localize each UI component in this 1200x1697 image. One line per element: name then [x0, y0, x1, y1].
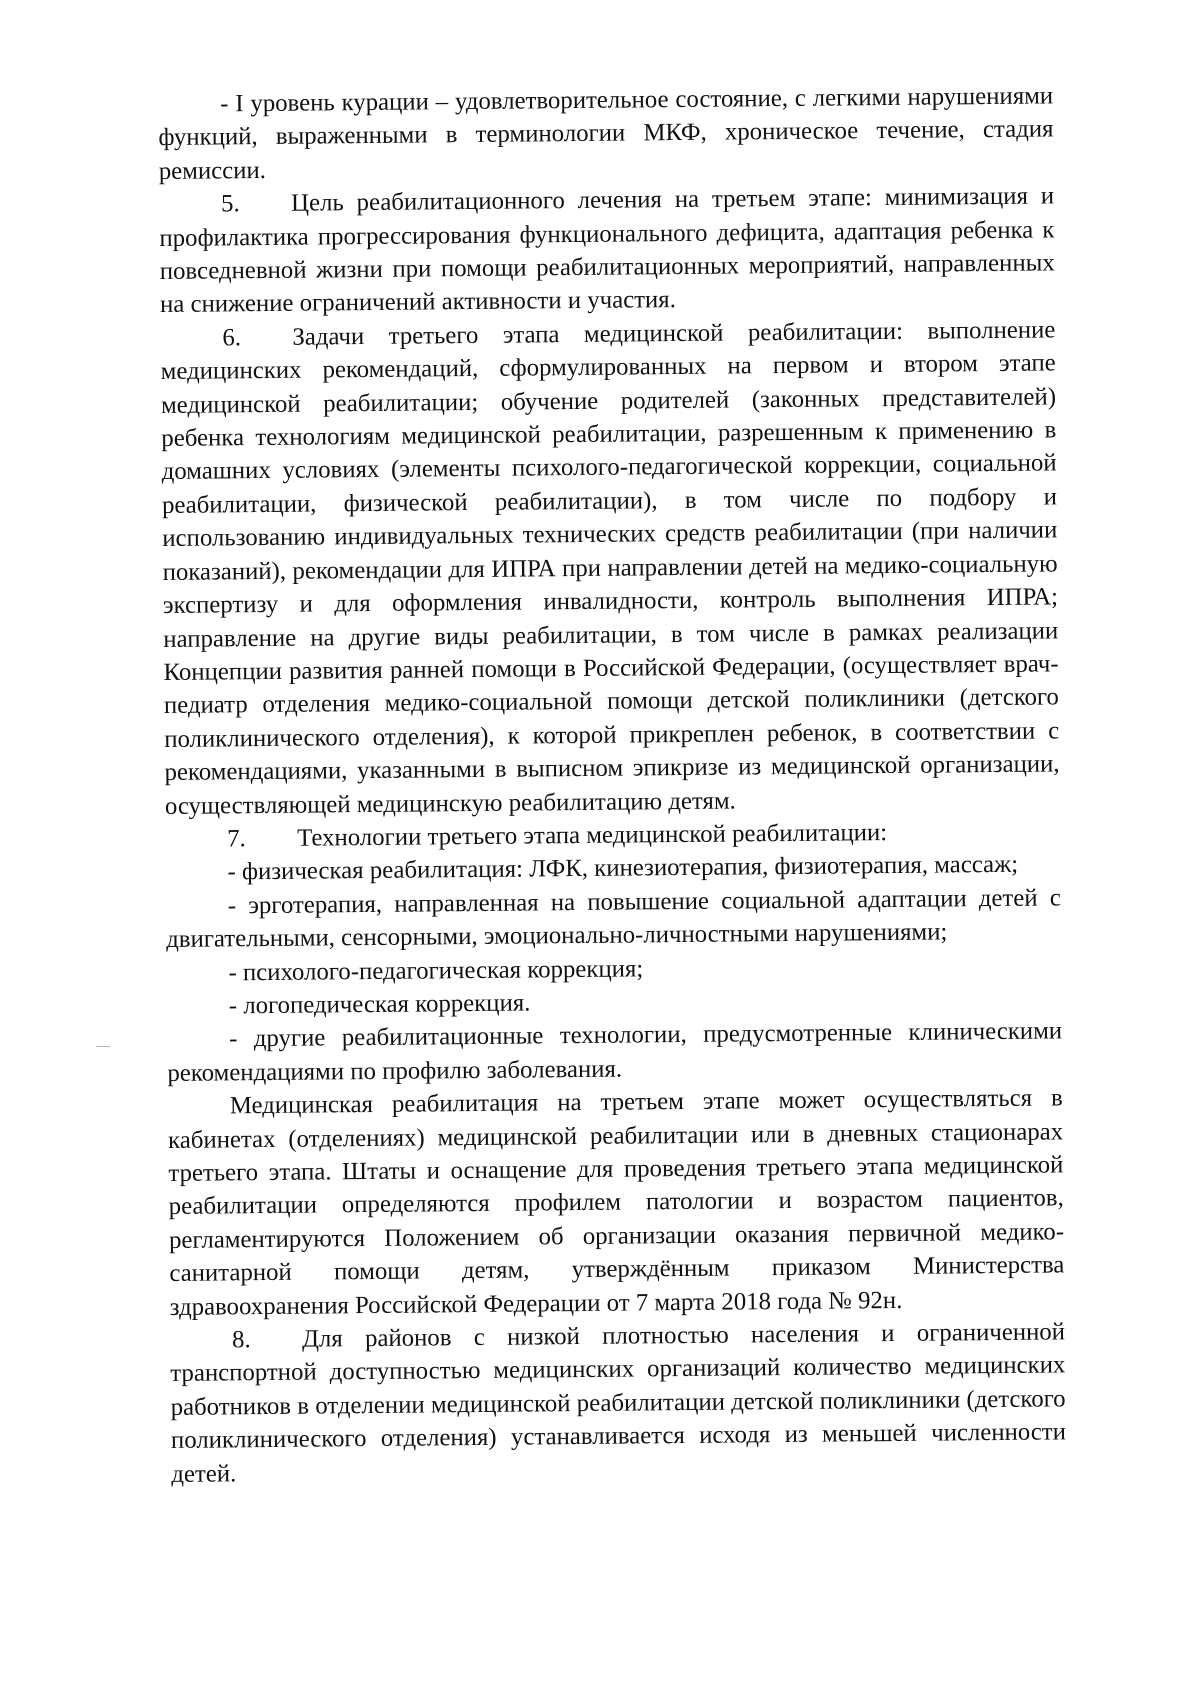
item-number: 5. [220, 190, 240, 218]
list-item-speech-therapy: - логопедическая коррекция. [228, 989, 531, 1020]
scan-margin-mark [96, 1046, 110, 1047]
list-item-other-technologies: - другие реабилитационные технологии, предусмотренные клиническими рекомендациями по профилю заболевания. [167, 1017, 1063, 1087]
paragraph-item-5 [159, 180, 1055, 322]
item-text: Технологии третьего этапа медицинской реабилитации: [297, 818, 888, 852]
paragraph-item-6 [160, 313, 1060, 823]
paragraph-item-8 [170, 1315, 1067, 1491]
item-text: Для районов с низкой плотностью населения и ограниченной транспортной доступностью медицинских организаций количество медицинских работников в отделении медицинской реабилитации детской поликлиники (детского поликлинического отделения) устанавливается исходя из меньшей численности детей. [170, 1318, 1067, 1488]
item-number: 6. [222, 324, 242, 352]
item-text: Задачи третьего этапа медицинской реабилитации: выполнение медицинских рекомендаций, сформулированных на первом и втором этапе медицинской реабилитации; обучение родителей (законных представителей) ребенка технологиям медицинской реабилитации, разрешенным к применению в домашних условиях (элементы психолого-педагогической коррекции, социальной реабилитации, физической реабилитации), в том числе по подбору и использованию индивидуальных технических средств реабилитации (при наличии показаний), рекомендации для ИПРА при направлении детей на медико-социальную экспертизу и для оформления инвалидности, контроль выполнения ИПРА; направление на другие виды реабилитации, в том числе в рамках реализации Концепции развития ранней помощи в Российской Федерации, (осуществляет врач-педиатр отделения медико-социальной помощи детской поликлиники (детского поликлинического отделения), к которой прикреплен ребенок, в соответствии с рекомендациями, указанными в выписном эпикризе из медицинской организации, осуществляющей медицинскую реабилитацию детям. [160, 316, 1060, 820]
paragraph-third-stage-cabinets: Медицинская реабилитация на третьем этапе может осуществляться в кабинетах (отделениях) медицинской реабилитации или в дневных стационарах третьего этапа. Штаты и оснащение для проведения третьего этапа медицинской реабилитации определяются профилем патологии и возрастом пациентов, регламентируются Положением об организации оказания первичной медико-санитарной помощи детям, утверждённым приказом Министерства здравоохранения Российской Федерации от 7 марта 2018 года № 92н. [167, 1084, 1065, 1321]
item-number: 7. [227, 825, 246, 853]
list-item-ergotherapy: - эрготерапия, направленная на повышение социальной адаптации детей с двигательными, сенсорными, эмоционально-личностными нарушениями; [166, 884, 1061, 954]
document-page [158, 79, 1066, 1491]
list-item-psycho-pedagogical: - психолого-педагогическая коррекция; [228, 954, 644, 986]
item-text: Цель реабилитационного лечения на третьем этапе: минимизация и профилактика прогрессирования функционального дефицита, адаптация ребенка к повседневной жизни при помощи реабилитационных мероприятий, направленных на снижение ограничений активности и участия. [159, 182, 1055, 319]
list-item-physical-rehab: - физическая реабилитация: ЛФК, кинезиотерапия, физиотерапия, массаж; [227, 851, 1019, 886]
paragraph-curation-level: - I уровень курации – удовлетворительное состояние, с легкими нарушениями функций, выраженными в терминологии МКФ, хроническое течение, стадия ремиссии. [158, 82, 1054, 185]
item-number: 8. [231, 1326, 251, 1354]
